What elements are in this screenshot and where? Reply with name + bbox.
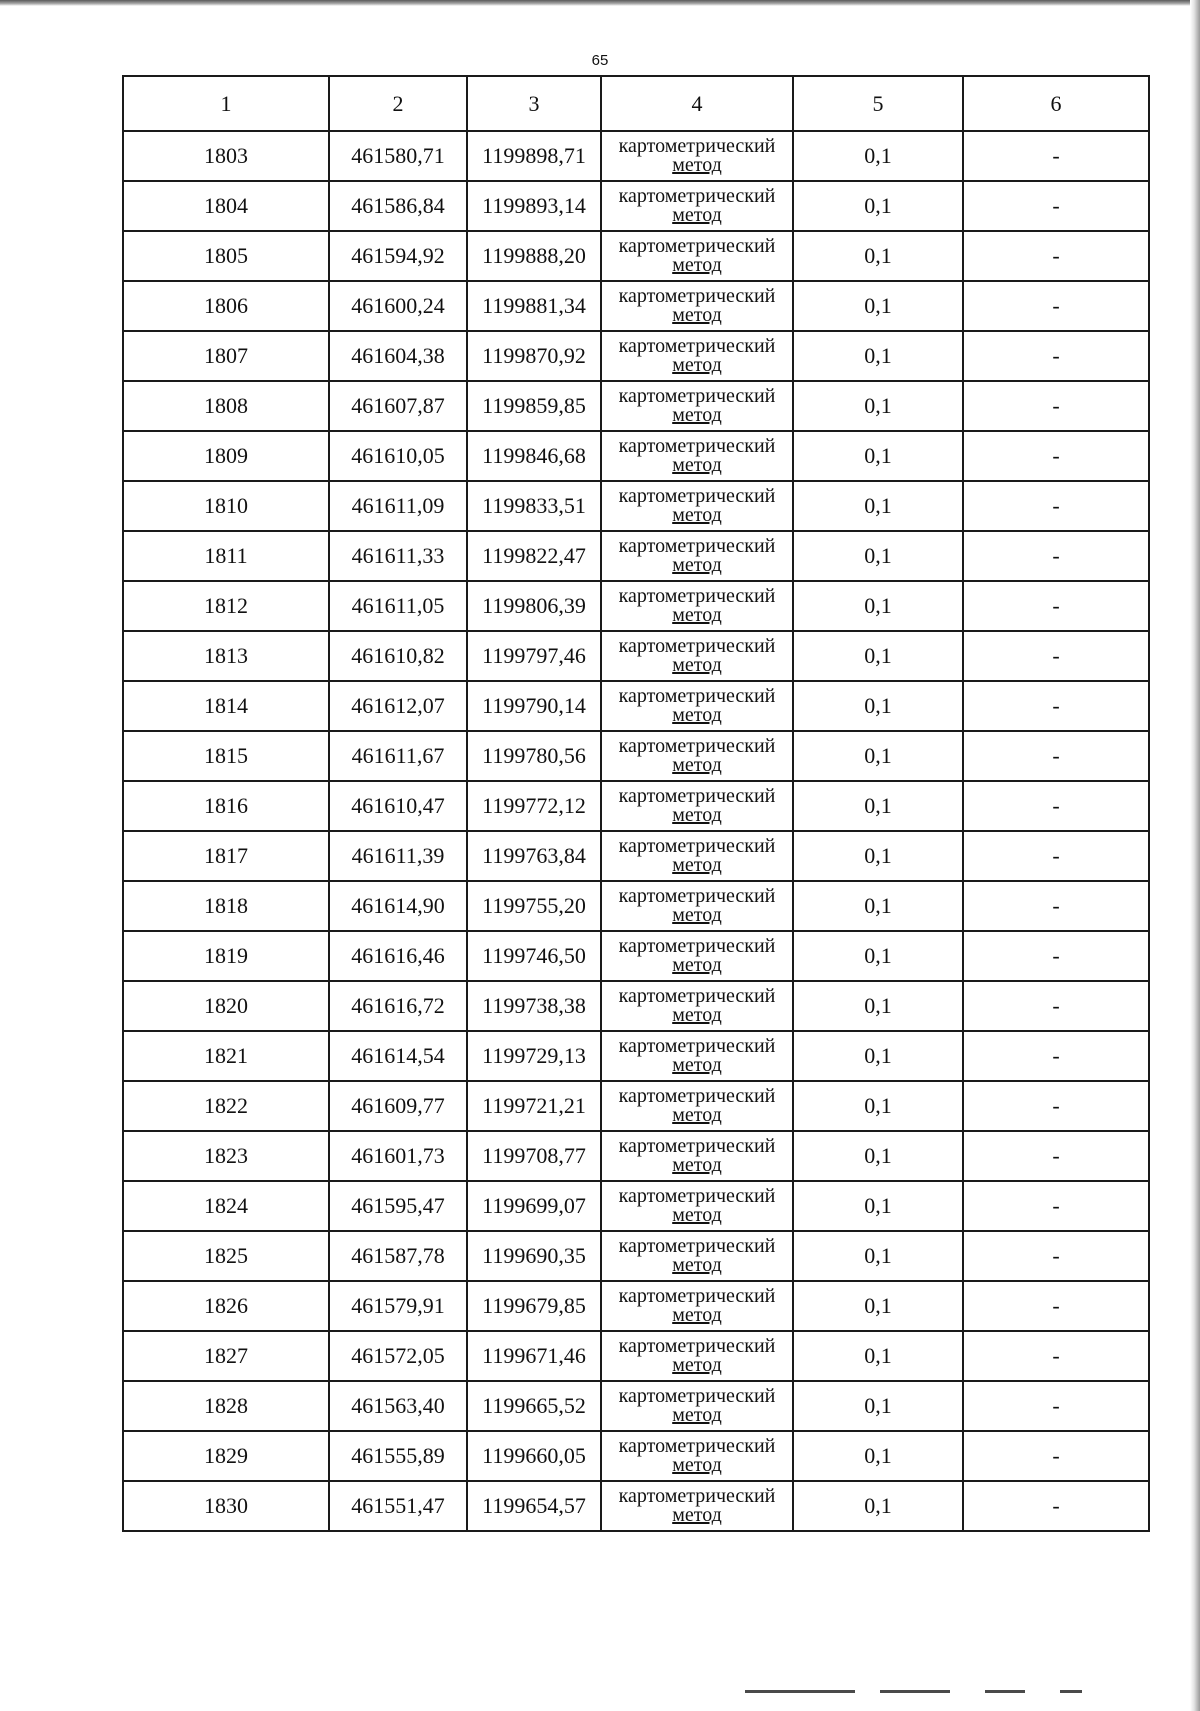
y-coordinate-cell: 1199721,21 <box>467 1081 601 1131</box>
method-line-2: метод <box>672 254 722 276</box>
method-cell <box>601 381 793 431</box>
x-coordinate-cell: 461579,91 <box>329 1281 467 1331</box>
scan-mark <box>745 1690 855 1693</box>
accuracy-cell: 0,1 <box>793 1081 963 1131</box>
accuracy-cell: 0,1 <box>793 131 963 181</box>
method-line-1: картометрический <box>618 1085 776 1107</box>
x-coordinate-cell: 461594,92 <box>329 231 467 281</box>
y-coordinate-cell: 1199729,13 <box>467 1031 601 1081</box>
point-number-cell: 1803 <box>123 131 329 181</box>
accuracy-cell: 0,1 <box>793 1331 963 1381</box>
y-coordinate-cell: 1199755,20 <box>467 881 601 931</box>
method-cell <box>601 731 793 781</box>
method-line-2: метод <box>672 354 722 376</box>
table-row <box>123 1331 1149 1381</box>
point-number-cell: 1822 <box>123 1081 329 1131</box>
method-cell <box>601 431 793 481</box>
accuracy-cell: 0,1 <box>793 1181 963 1231</box>
method-cell <box>601 1081 793 1131</box>
page-number: 65 <box>591 52 609 69</box>
table-row <box>123 681 1149 731</box>
method-cell <box>601 681 793 731</box>
table-row <box>123 1281 1149 1331</box>
method-line-2: метод <box>672 1254 722 1276</box>
y-coordinate-cell: 1199833,51 <box>467 481 601 531</box>
note-cell: - <box>963 681 1149 731</box>
method-line-2: метод <box>672 1154 722 1176</box>
point-number-cell: 1806 <box>123 281 329 331</box>
x-coordinate-cell: 461616,46 <box>329 931 467 981</box>
method-cell <box>601 531 793 581</box>
point-number-cell: 1820 <box>123 981 329 1031</box>
note-cell: - <box>963 1081 1149 1131</box>
method-line-2: метод <box>672 904 722 926</box>
note-cell: - <box>963 331 1149 381</box>
method-cell <box>601 231 793 281</box>
method-line-1: картометрический <box>618 935 776 957</box>
note-cell: - <box>963 881 1149 931</box>
method-line-1: картометрический <box>618 235 776 257</box>
x-coordinate-cell: 461580,71 <box>329 131 467 181</box>
method-cell <box>601 1481 793 1531</box>
y-coordinate-cell: 1199690,35 <box>467 1231 601 1281</box>
point-number-cell: 1815 <box>123 731 329 781</box>
point-number-cell: 1811 <box>123 531 329 581</box>
note-cell: - <box>963 931 1149 981</box>
method-cell <box>601 831 793 881</box>
x-coordinate-cell: 461607,87 <box>329 381 467 431</box>
method-line-2: метод <box>672 854 722 876</box>
table-row <box>123 931 1149 981</box>
x-coordinate-cell: 461555,89 <box>329 1431 467 1481</box>
header-cell-6: 6 <box>963 76 1149 131</box>
y-coordinate-cell: 1199679,85 <box>467 1281 601 1331</box>
note-cell: - <box>963 181 1149 231</box>
note-cell: - <box>963 1481 1149 1531</box>
scan-mark <box>880 1690 950 1693</box>
note-cell: - <box>963 131 1149 181</box>
note-cell: - <box>963 381 1149 431</box>
point-number-cell: 1809 <box>123 431 329 481</box>
y-coordinate-cell: 1199806,39 <box>467 581 601 631</box>
point-number-cell: 1830 <box>123 1481 329 1531</box>
point-number-cell: 1825 <box>123 1231 329 1281</box>
accuracy-cell: 0,1 <box>793 831 963 881</box>
table-row <box>123 581 1149 631</box>
point-number-cell: 1818 <box>123 881 329 931</box>
method-line-2: метод <box>672 1454 722 1476</box>
table-row <box>123 1431 1149 1481</box>
accuracy-cell: 0,1 <box>793 1381 963 1431</box>
method-line-2: метод <box>672 504 722 526</box>
note-cell: - <box>963 631 1149 681</box>
scan-mark <box>1060 1690 1082 1693</box>
method-line-2: метод <box>672 1104 722 1126</box>
y-coordinate-cell: 1199654,57 <box>467 1481 601 1531</box>
point-number-cell: 1804 <box>123 181 329 231</box>
point-number-cell: 1826 <box>123 1281 329 1331</box>
method-cell <box>601 181 793 231</box>
point-number-cell: 1814 <box>123 681 329 731</box>
table-row <box>123 781 1149 831</box>
point-number-cell: 1817 <box>123 831 329 881</box>
y-coordinate-cell: 1199822,47 <box>467 531 601 581</box>
y-coordinate-cell: 1199893,14 <box>467 181 601 231</box>
accuracy-cell: 0,1 <box>793 481 963 531</box>
method-line-1: картометрический <box>618 1035 776 1057</box>
point-number-cell: 1812 <box>123 581 329 631</box>
method-cell <box>601 481 793 531</box>
point-number-cell: 1827 <box>123 1331 329 1381</box>
y-coordinate-cell: 1199763,84 <box>467 831 601 881</box>
note-cell: - <box>963 981 1149 1031</box>
method-cell <box>601 1381 793 1431</box>
table-row <box>123 1081 1149 1131</box>
y-coordinate-cell: 1199671,46 <box>467 1331 601 1381</box>
x-coordinate-cell: 461604,38 <box>329 331 467 381</box>
y-coordinate-cell: 1199846,68 <box>467 431 601 481</box>
note-cell: - <box>963 1231 1149 1281</box>
note-cell: - <box>963 1331 1149 1381</box>
accuracy-cell: 0,1 <box>793 631 963 681</box>
method-cell <box>601 331 793 381</box>
x-coordinate-cell: 461551,47 <box>329 1481 467 1531</box>
method-line-2: метод <box>672 654 722 676</box>
y-coordinate-cell: 1199660,05 <box>467 1431 601 1481</box>
coordinates-table-container <box>122 75 1148 1532</box>
x-coordinate-cell: 461611,33 <box>329 531 467 581</box>
table-row <box>123 381 1149 431</box>
method-line-2: метод <box>672 604 722 626</box>
note-cell: - <box>963 231 1149 281</box>
method-cell <box>601 631 793 681</box>
note-cell: - <box>963 1181 1149 1231</box>
accuracy-cell: 0,1 <box>793 1031 963 1081</box>
table-row <box>123 1481 1149 1531</box>
method-line-2: метод <box>672 1004 722 1026</box>
y-coordinate-cell: 1199797,46 <box>467 631 601 681</box>
accuracy-cell: 0,1 <box>793 231 963 281</box>
point-number-cell: 1807 <box>123 331 329 381</box>
method-line-2: метод <box>672 804 722 826</box>
y-coordinate-cell: 1199790,14 <box>467 681 601 731</box>
x-coordinate-cell: 461610,47 <box>329 781 467 831</box>
x-coordinate-cell: 461611,05 <box>329 581 467 631</box>
header-cell-3: 3 <box>467 76 601 131</box>
method-cell <box>601 1431 793 1481</box>
point-number-cell: 1828 <box>123 1381 329 1431</box>
method-line-2: метод <box>672 954 722 976</box>
table-row <box>123 1381 1149 1431</box>
y-coordinate-cell: 1199746,50 <box>467 931 601 981</box>
x-coordinate-cell: 461611,67 <box>329 731 467 781</box>
scan-right-edge <box>1190 0 1200 1711</box>
x-coordinate-cell: 461595,47 <box>329 1181 467 1231</box>
x-coordinate-cell: 461610,82 <box>329 631 467 681</box>
x-coordinate-cell: 461572,05 <box>329 1331 467 1381</box>
method-cell <box>601 1131 793 1181</box>
method-cell <box>601 1331 793 1381</box>
point-number-cell: 1816 <box>123 781 329 831</box>
y-coordinate-cell: 1199859,85 <box>467 381 601 431</box>
y-coordinate-cell: 1199888,20 <box>467 231 601 281</box>
method-line-1: картометрический <box>618 1185 776 1207</box>
accuracy-cell: 0,1 <box>793 331 963 381</box>
table-row <box>123 981 1149 1031</box>
header-cell-5: 5 <box>793 76 963 131</box>
method-cell <box>601 781 793 831</box>
scan-top-edge <box>0 0 1200 6</box>
y-coordinate-cell: 1199699,07 <box>467 1181 601 1231</box>
header-cell-2: 2 <box>329 76 467 131</box>
point-number-cell: 1810 <box>123 481 329 531</box>
table-row <box>123 881 1149 931</box>
accuracy-cell: 0,1 <box>793 1131 963 1181</box>
coordinates-table <box>122 75 1150 1532</box>
header-cell-4: 4 <box>601 76 793 131</box>
y-coordinate-cell: 1199708,77 <box>467 1131 601 1181</box>
note-cell: - <box>963 281 1149 331</box>
table-row <box>123 1231 1149 1281</box>
method-line-2: метод <box>672 454 722 476</box>
method-line-2: метод <box>672 1304 722 1326</box>
method-line-1: картометрический <box>618 685 776 707</box>
method-line-2: метод <box>672 554 722 576</box>
y-coordinate-cell: 1199881,34 <box>467 281 601 331</box>
method-line-1: картометрический <box>618 1235 776 1257</box>
y-coordinate-cell: 1199898,71 <box>467 131 601 181</box>
point-number-cell: 1808 <box>123 381 329 431</box>
note-cell: - <box>963 1281 1149 1331</box>
accuracy-cell: 0,1 <box>793 1431 963 1481</box>
accuracy-cell: 0,1 <box>793 281 963 331</box>
method-line-1: картометрический <box>618 985 776 1007</box>
accuracy-cell: 0,1 <box>793 731 963 781</box>
point-number-cell: 1819 <box>123 931 329 981</box>
method-line-1: картометрический <box>618 1385 776 1407</box>
y-coordinate-cell: 1199665,52 <box>467 1381 601 1431</box>
x-coordinate-cell: 461614,54 <box>329 1031 467 1081</box>
table-row <box>123 331 1149 381</box>
method-line-2: метод <box>672 1504 722 1526</box>
accuracy-cell: 0,1 <box>793 431 963 481</box>
note-cell: - <box>963 531 1149 581</box>
method-line-1: картометрический <box>618 1335 776 1357</box>
x-coordinate-cell: 461600,24 <box>329 281 467 331</box>
method-line-1: картометрический <box>618 1285 776 1307</box>
table-row <box>123 281 1149 331</box>
note-cell: - <box>963 1131 1149 1181</box>
table-header-row <box>123 76 1149 131</box>
y-coordinate-cell: 1199780,56 <box>467 731 601 781</box>
point-number-cell: 1821 <box>123 1031 329 1081</box>
accuracy-cell: 0,1 <box>793 931 963 981</box>
method-line-1: картометрический <box>618 1135 776 1157</box>
point-number-cell: 1813 <box>123 631 329 681</box>
note-cell: - <box>963 481 1149 531</box>
method-line-1: картометрический <box>618 285 776 307</box>
note-cell: - <box>963 581 1149 631</box>
y-coordinate-cell: 1199738,38 <box>467 981 601 1031</box>
scan-bottom-artifacts <box>0 1688 1200 1698</box>
table-row <box>123 731 1149 781</box>
method-line-1: картометрический <box>618 885 776 907</box>
note-cell: - <box>963 731 1149 781</box>
method-cell <box>601 1231 793 1281</box>
method-cell <box>601 131 793 181</box>
method-cell <box>601 581 793 631</box>
method-line-1: картометрический <box>618 435 776 457</box>
method-line-2: метод <box>672 204 722 226</box>
accuracy-cell: 0,1 <box>793 1481 963 1531</box>
table-row <box>123 1131 1149 1181</box>
table-row <box>123 231 1149 281</box>
method-line-1: картометрический <box>618 735 776 757</box>
method-line-1: картометрический <box>618 485 776 507</box>
accuracy-cell: 0,1 <box>793 181 963 231</box>
x-coordinate-cell: 461587,78 <box>329 1231 467 1281</box>
accuracy-cell: 0,1 <box>793 981 963 1031</box>
method-line-2: метод <box>672 1204 722 1226</box>
method-line-2: метод <box>672 704 722 726</box>
method-line-1: картометрический <box>618 785 776 807</box>
table-row <box>123 1181 1149 1231</box>
method-line-2: метод <box>672 404 722 426</box>
table-row <box>123 131 1149 181</box>
method-line-2: метод <box>672 754 722 776</box>
method-cell <box>601 1031 793 1081</box>
x-coordinate-cell: 461601,73 <box>329 1131 467 1181</box>
method-line-1: картометрический <box>618 535 776 557</box>
method-line-1: картометрический <box>618 1435 776 1457</box>
note-cell: - <box>963 431 1149 481</box>
header-cell-1: 1 <box>123 76 329 131</box>
method-line-1: картометрический <box>618 135 776 157</box>
method-line-1: картометрический <box>618 385 776 407</box>
x-coordinate-cell: 461586,84 <box>329 181 467 231</box>
x-coordinate-cell: 461612,07 <box>329 681 467 731</box>
table-row <box>123 831 1149 881</box>
table-row <box>123 481 1149 531</box>
method-cell <box>601 881 793 931</box>
x-coordinate-cell: 461609,77 <box>329 1081 467 1131</box>
note-cell: - <box>963 1431 1149 1481</box>
method-cell <box>601 1181 793 1231</box>
accuracy-cell: 0,1 <box>793 531 963 581</box>
table-row <box>123 1031 1149 1081</box>
method-line-1: картометрический <box>618 1485 776 1507</box>
method-line-2: метод <box>672 304 722 326</box>
y-coordinate-cell: 1199772,12 <box>467 781 601 831</box>
accuracy-cell: 0,1 <box>793 1281 963 1331</box>
method-cell <box>601 931 793 981</box>
method-line-1: картометрический <box>618 585 776 607</box>
x-coordinate-cell: 461614,90 <box>329 881 467 931</box>
x-coordinate-cell: 461563,40 <box>329 1381 467 1431</box>
accuracy-cell: 0,1 <box>793 581 963 631</box>
x-coordinate-cell: 461616,72 <box>329 981 467 1031</box>
point-number-cell: 1829 <box>123 1431 329 1481</box>
point-number-cell: 1805 <box>123 231 329 281</box>
table-row <box>123 181 1149 231</box>
accuracy-cell: 0,1 <box>793 781 963 831</box>
accuracy-cell: 0,1 <box>793 881 963 931</box>
point-number-cell: 1824 <box>123 1181 329 1231</box>
table-row <box>123 631 1149 681</box>
note-cell: - <box>963 781 1149 831</box>
note-cell: - <box>963 831 1149 881</box>
x-coordinate-cell: 461611,09 <box>329 481 467 531</box>
method-line-1: картометрический <box>618 335 776 357</box>
table-row <box>123 531 1149 581</box>
method-line-1: картометрический <box>618 635 776 657</box>
method-line-2: метод <box>672 1404 722 1426</box>
method-cell <box>601 281 793 331</box>
method-line-2: метод <box>672 154 722 176</box>
method-line-1: картометрический <box>618 835 776 857</box>
accuracy-cell: 0,1 <box>793 1231 963 1281</box>
scan-mark <box>985 1690 1025 1693</box>
accuracy-cell: 0,1 <box>793 681 963 731</box>
method-cell <box>601 981 793 1031</box>
note-cell: - <box>963 1381 1149 1431</box>
accuracy-cell: 0,1 <box>793 381 963 431</box>
method-line-1: картометрический <box>618 185 776 207</box>
table-row <box>123 431 1149 481</box>
x-coordinate-cell: 461610,05 <box>329 431 467 481</box>
method-cell <box>601 1281 793 1331</box>
method-line-2: метод <box>672 1354 722 1376</box>
x-coordinate-cell: 461611,39 <box>329 831 467 881</box>
note-cell: - <box>963 1031 1149 1081</box>
y-coordinate-cell: 1199870,92 <box>467 331 601 381</box>
point-number-cell: 1823 <box>123 1131 329 1181</box>
method-line-2: метод <box>672 1054 722 1076</box>
